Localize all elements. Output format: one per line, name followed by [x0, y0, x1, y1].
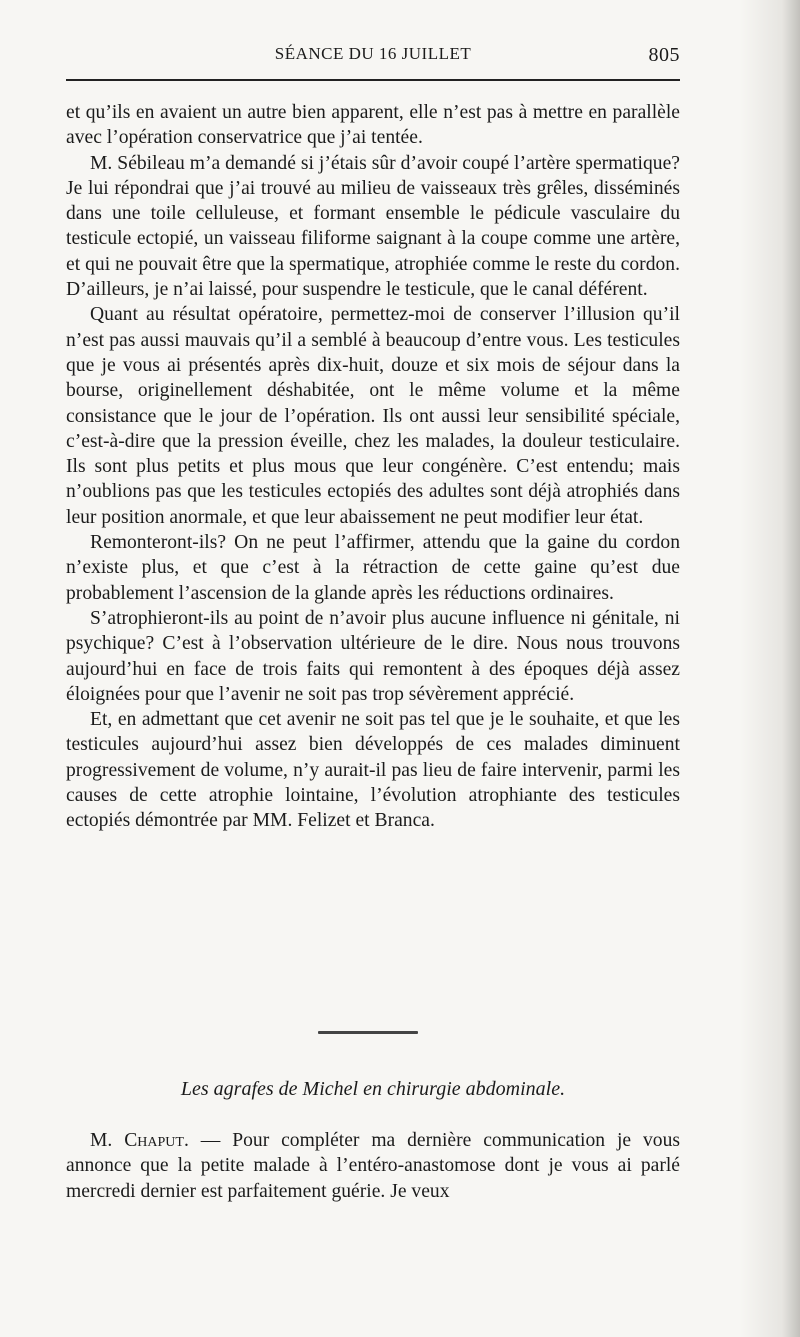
section-separator	[318, 1031, 418, 1034]
paragraph: Quant au résultat opératoire, permettez-moi de conserver l’illusion qu’il n’est pas aussi mauvais qu’il a semblé à beaucoup d’entre vous. Les testicules que je vous ai présentés après dix-huit, douze et six mois de séjour dans la bourse, originellement déshabitée, ont le même volume et la même consistance que le jour de l’opération. Ils ont aussi leur sensibilité spéciale, c’est-à-dire que la pression éveille, chez les malades, la douleur testiculaire. Ils sont plus petits et plus mous que leur congénère. C’est entendu; mais n’oublions pas que les testicules ectopiés des adultes sont déjà atrophiés dans leur position anormale, et que leur abaissement ne peut modifier leur état.	[66, 304, 680, 528]
section-body	[66, 1128, 680, 1204]
paragraph-continued: et qu’ils en avaient un autre bien apparent, elle n’est pas à mettre en parallèle avec l’opération conservatrice que j’ai tentée.	[66, 102, 680, 149]
header-rule	[66, 79, 680, 81]
section-title: Les agrafes de Michel en chirurgie abdominale.	[180, 1078, 566, 1100]
running-head	[66, 44, 680, 70]
page-edge-shadow	[740, 0, 800, 1337]
paragraph: Et, en admettant que cet avenir ne soit pas tel que je le souhaite, et que les testicules aujourd’hui assez bien développés de ces malades diminuent progressivement de volume, n’y aurait-il pas lieu de faire intervenir, parmi les causes de cette atrophie lointaine, l’évolution atrophiante des testicules ectopiés démontrée par MM. Felizet et Branca.	[66, 709, 680, 832]
running-title: SÉANCE DU 16 JUILLET	[274, 44, 472, 63]
paragraph: S’atrophieront-ils au point de n’avoir plus aucune influence ni génitale, ni psychique? C’est à l’observation ultérieure de le dire. Nous nous trouvons aujourd’hui en face de trois faits qui remontent à des époques déjà assez éloignées pour que l’avenir ne soit pas trop sévèrement apprécié.	[66, 607, 680, 705]
body-text	[66, 100, 680, 834]
paragraph: M. Sébileau m’a demandé si j’étais sûr d’avoir coupé l’artère spermatique? Je lui répondrai que j’ai trouvé au milieu de vaisseaux très grêles, disséminés dans une toile celluleuse, et formant ensemble le pédicule vasculaire du testicule ectopié, un vaisseau filiforme saignant à la coupe comme une artère, et qui ne pouvait être que la spermatique, atrophiée comme le reste du cordon. D’ailleurs, je n’ai laissé, pour suspendre le testicule, que le canal déférent.	[66, 152, 680, 301]
section-text: — Pour compléter ma dernière communication je vous annonce que la petite malade à l’entéro-anastomose dont je vous ai parlé mercredi dernier est parfaitement guérie. Je veux	[66, 1130, 680, 1202]
speaker-name: M. Chaput.	[90, 1130, 189, 1151]
section-paragraph	[66, 1128, 680, 1204]
paragraph: Remonteront-ils? On ne peut l’affirmer, attendu que la gaine du cordon n’existe plus, et que c’est à la rétraction de cette gaine qu’est due probablement l’ascension de la glande après les réductions ordinaires.	[66, 532, 680, 604]
page-number: 805	[648, 44, 680, 66]
